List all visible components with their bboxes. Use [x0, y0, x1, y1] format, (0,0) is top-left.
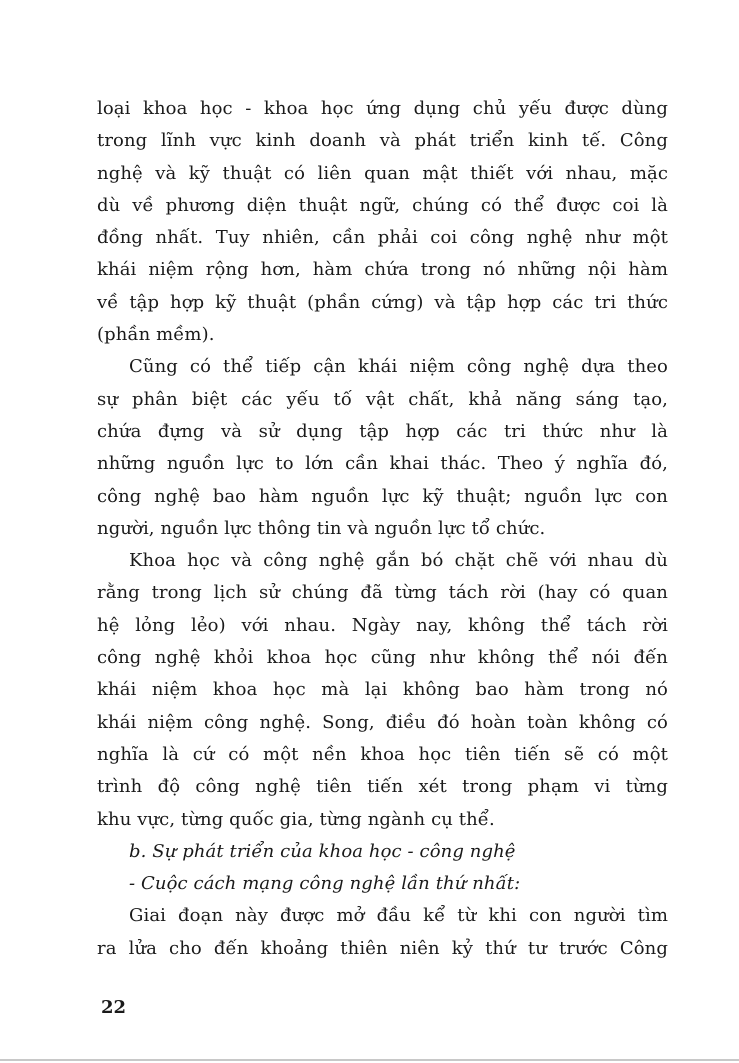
text-line: sự phân biệt các yếu tố vật chất, khả năng sáng tạo, — [97, 388, 668, 410]
text-line: loại khoa học - khoa học ứng dụng chủ yếu được dùng — [97, 98, 668, 119]
text-line: khái niệm công nghệ. Song, điều đó hoàn toàn không có — [97, 711, 668, 733]
page-number: 22 — [101, 997, 127, 1018]
text-line: người, nguồn lực thông tin và nguồn lực tổ chức. — [97, 517, 546, 539]
text-line: công nghệ khỏi khoa học cũng như không thể nói đến — [97, 647, 668, 669]
page-bottom-edge — [0, 1059, 739, 1061]
text-line: nghệ và kỹ thuật có liên quan mật thiết với nhau, mặc — [97, 162, 668, 184]
text-line: về tập hợp kỹ thuật (phần cứng) và tập hợp các tri thức — [97, 291, 668, 313]
text-line: ra lửa cho đến khoảng thiên niên kỷ thứ tư trước Công — [97, 937, 668, 959]
text-line: nghĩa là cứ có một nền khoa học tiên tiến sẽ có một — [97, 743, 668, 765]
text-line: chứa đựng và sử dụng tập hợp các tri thức như là — [97, 420, 668, 442]
text-line: những nguồn lực to lớn cần khai thác. Theo ý nghĩa đó, — [97, 453, 668, 475]
text-line: khái niệm khoa học mà lại không bao hàm trong nó — [97, 679, 668, 701]
text-line: hệ lỏng lẻo) với nhau. Ngày nay, không thể tách rời — [97, 614, 668, 636]
text-line: khái niệm rộng hơn, hàm chứa trong nó những nội hàm — [97, 259, 668, 281]
text-line: Giai đoạn này được mở đầu kể từ khi con người tìm — [129, 905, 668, 927]
text-line: dù về phương diện thuật ngữ, chúng có thể được coi là — [97, 194, 668, 216]
text-line: khu vực, từng quốc gia, từng ngành cụ thể. — [97, 808, 495, 830]
text-line: trình độ công nghệ tiên tiến xét trong phạm vi từng — [97, 776, 668, 798]
section-heading-line: - Cuộc cách mạng công nghệ lần thứ nhất: — [129, 873, 521, 895]
text-line: đồng nhất. Tuy nhiên, cần phải coi công nghệ như một — [97, 227, 668, 249]
section-heading-line: b. Sự phát triển của khoa học - công nghệ — [129, 840, 516, 862]
text-line: công nghệ bao hàm nguồn lực kỹ thuật; nguồn lực con — [97, 485, 668, 507]
text-line: Cũng có thể tiếp cận khái niệm công nghệ dựa theo — [129, 356, 668, 378]
text-line: rằng trong lịch sử chúng đã từng tách rời (hay có quan — [97, 582, 668, 604]
text-line: Khoa học và công nghệ gắn bó chặt chẽ với nhau dù — [129, 550, 668, 572]
text-line: (phần mềm). — [97, 324, 215, 346]
body-text — [97, 93, 668, 965]
text-line: trong lĩnh vực kinh doanh và phát triển kinh tế. Công — [97, 130, 668, 152]
